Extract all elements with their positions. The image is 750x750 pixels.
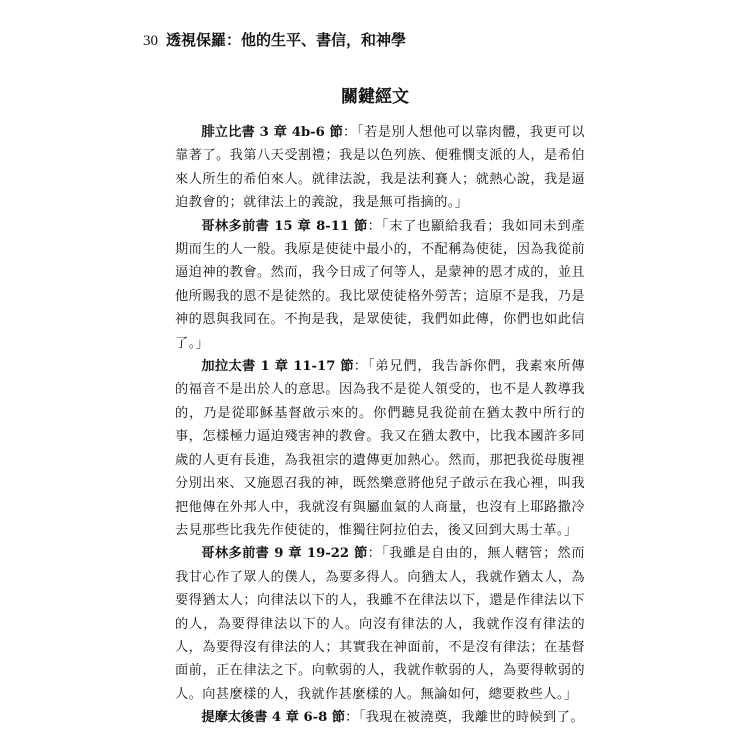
passage-text: ：「我現在被澆奠，我離世的時候到了。 xyxy=(345,710,584,726)
scripture-reference: 腓立比書 3 章 4b-6 節 xyxy=(201,125,343,140)
page-number: 30 xyxy=(143,33,158,49)
running-header xyxy=(143,30,406,51)
passage-text: ：「末了也顯給我看；我如同未到產期而生的人一般。我原是使徒中最小的，不配稱為使徒，因為我從前逼迫神的教會。然而，我今日成了何等人，是蒙神的恩才成的，並且他所賜我的恩不是徒然的。我比眾使徒格外勞苦；這原不是我，乃是神的恩與我同在。不拘是我，是眾使徒，我們如此傳，你們也如此信了。」 xyxy=(175,218,585,351)
book-title: 透視保羅：他的生平、書信，和神學 xyxy=(166,31,407,49)
passage xyxy=(175,706,585,729)
passage xyxy=(175,542,585,706)
scripture-reference: 哥林多前書 9 章 19-22 節 xyxy=(201,546,368,562)
passage xyxy=(175,215,585,355)
scripture-reference: 哥林多前書 15 章 8-11 節 xyxy=(201,218,368,234)
passage-list xyxy=(175,121,585,730)
passage-text: ：「我雖是自由的，無人轄管；然而我甘心作了眾人的僕人，為要多得人。向猶太人，我就作猶太人，為要得猶太人；向律法以下的人，我雖不在律法以下，還是作律法以下的人，為要得律法以下的人。向沒有律法的人，我就作沒有律法的人，為要得沒有律法的人；其實我在神面前，不是沒有律法；在基督面前，正在律法之下。向軟弱的人，我就作軟弱的人，為要得軟弱的人。向甚麼樣的人，我就作甚麼樣的人。無論如何，總要救些人。」 xyxy=(175,546,585,702)
passage-text: ：「若是別人想他可以靠肉體，我更可以靠著了。我第八天受割禮；我是以色列族、便雅憫支派的人，是希伯來人所生的希伯來人。就律法說，我是法利賽人；就熱心說，我是逼迫教會的；就律法上的義說，我是無可指摘的。」 xyxy=(175,125,586,211)
passage xyxy=(175,355,585,542)
scripture-reference: 加拉太書 1 章 11-17 節 xyxy=(201,359,354,375)
passage-text: ：「弟兄們，我告訴你們，我素來所傳的福音不是出於人的意思。因為我不是從人領受的，也不是人教導我的，乃是從耶穌基督啟示來的。你們聽見我從前在猶太教中所行的事，怎樣極力逼迫殘害神的教會。我又在猶太教中，比我本國許多同歲的人更有長進，為我祖宗的遺傳更加熱心。然而，那把我從母腹裡分別出來、又施恩召我的神，既然樂意將他兒子啟示在我心裡，叫我把他傳在外邦人中，我就沒有與屬血氣的人商量，也沒有上耶路撒冷去見那些比我先作使徒的，惟獨往阿拉伯去，後又回到大馬士革。」 xyxy=(175,359,585,538)
scripture-reference: 提摩太後書 4 章 6-8 節 xyxy=(201,710,346,726)
section-title: 關鍵經文 xyxy=(341,87,409,107)
passage xyxy=(175,121,585,215)
